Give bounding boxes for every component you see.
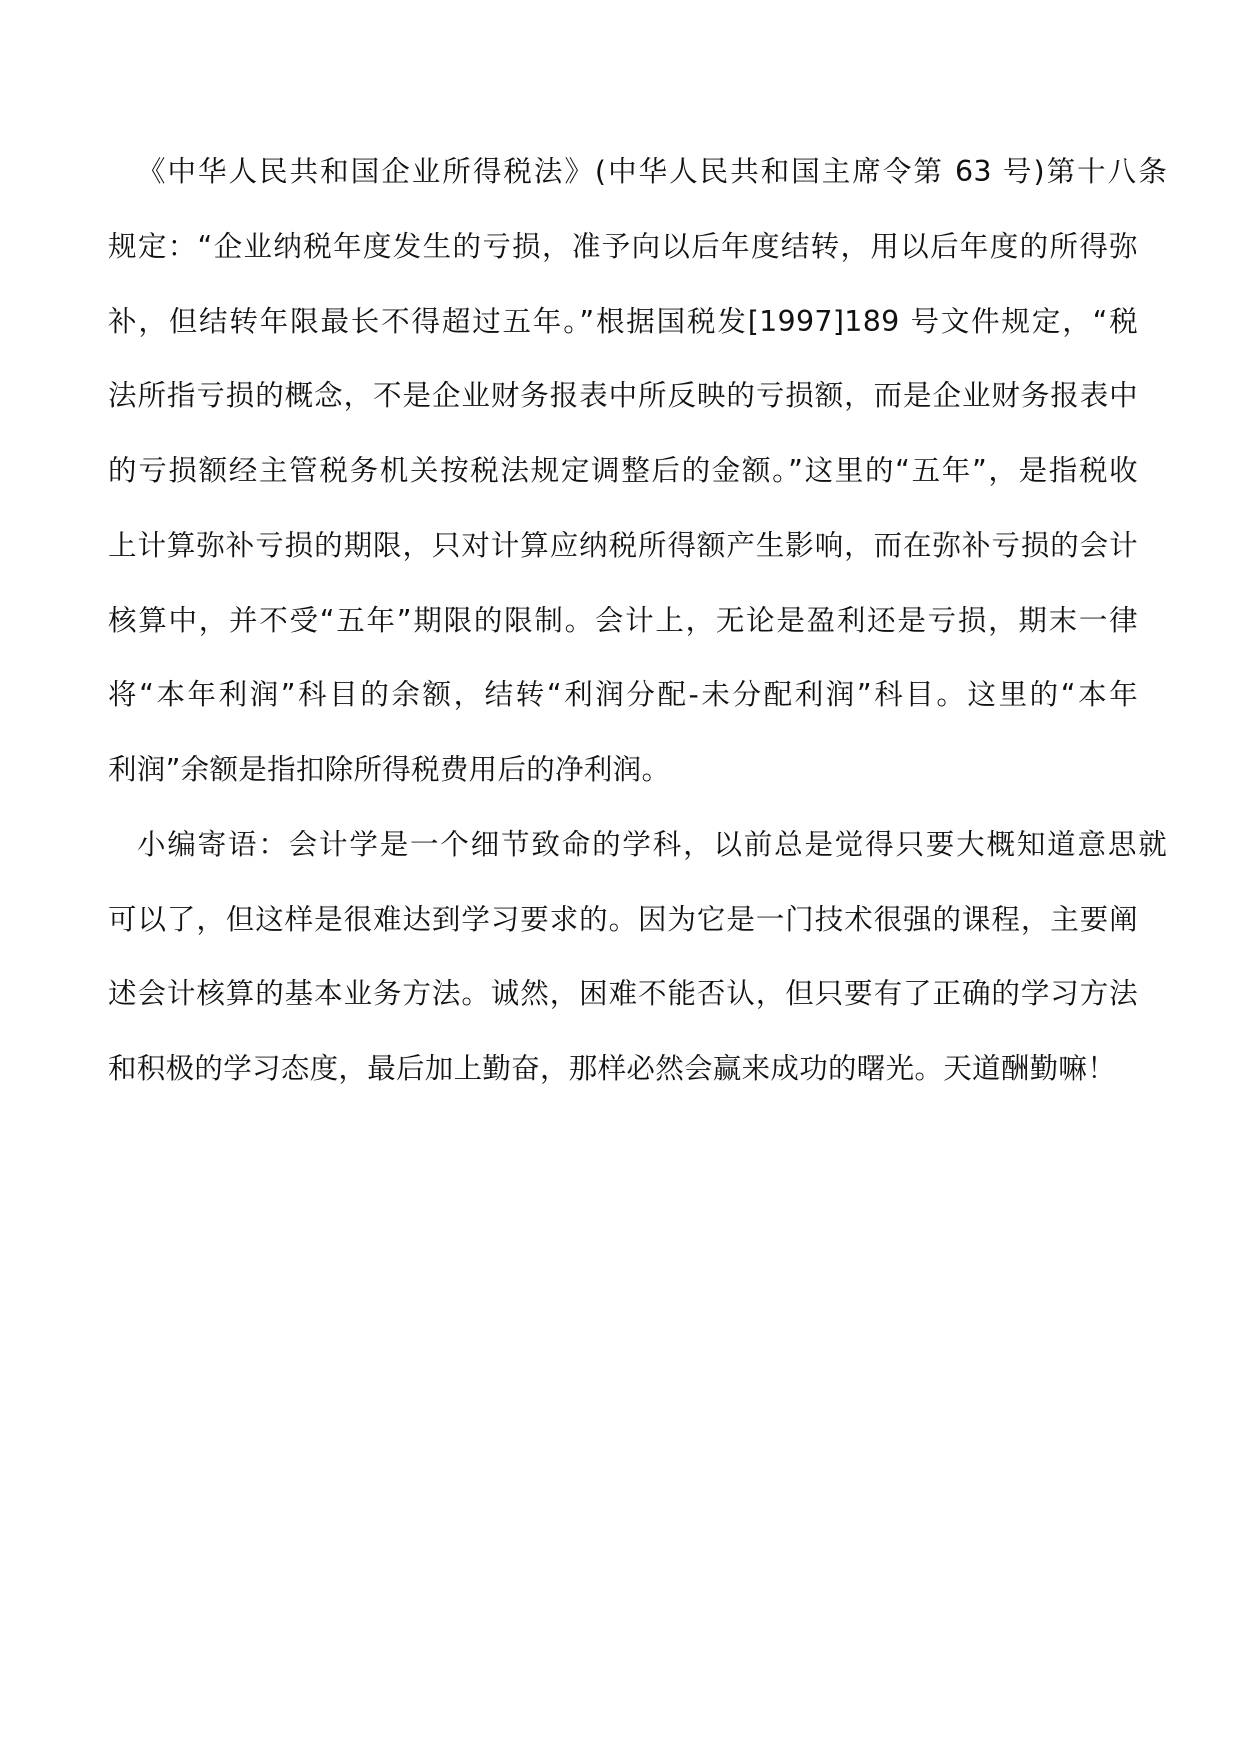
paragraph-line: 法所指亏损的概念，不是企业财务报表中所反映的亏损额，而是企业财务报表中 (108, 379, 1138, 412)
paragraph-line: 补，但结转年限最长不得超过五年。”根据国税发[1997]189 号文件规定，“税 (108, 305, 1138, 338)
paragraph-line: 核算中，并不受“五年”期限的限制。会计上，无论是盈利还是亏损，期末一律 (108, 604, 1138, 637)
paragraph-line: 和积极的学习态度，最后加上勤奋，那样必然会赢来成功的曙光。天道酬勤嘛！ (108, 1052, 1117, 1085)
paragraph-line: 利润”余额是指扣除所得税费用后的净利润。 (108, 753, 671, 786)
paragraph-line: 可以了，但这样是很难达到学习要求的。因为它是一门技术很强的课程，主要阐 (108, 903, 1138, 936)
paragraph-line: 规定：“企业纳税年度发生的亏损，准予向以后年度结转，用以后年度的所得弥 (108, 230, 1138, 263)
paragraph-line: 将“本年利润”科目的余额，结转“利润分配-未分配利润”科目。这里的“本年 (108, 678, 1138, 711)
paragraph-line: 述会计核算的基本业务方法。诚然，困难不能否认，但只要有了正确的学习方法 (108, 977, 1138, 1010)
paragraph-line: 上计算弥补亏损的期限，只对计算应纳税所得额产生影响，而在弥补亏损的会计 (108, 529, 1138, 562)
paragraph-line: 小编寄语：会计学是一个细节致命的学科，以前总是觉得只要大概知道意思就 (137, 828, 1167, 861)
paragraph-line: 的亏损额经主管税务机关按税法规定调整后的金额。”这里的“五年”，是指税收 (108, 454, 1138, 487)
paragraph-line: 《中华人民共和国企业所得税法》(中华人民共和国主席令第 63 号)第十八条 (137, 155, 1167, 188)
